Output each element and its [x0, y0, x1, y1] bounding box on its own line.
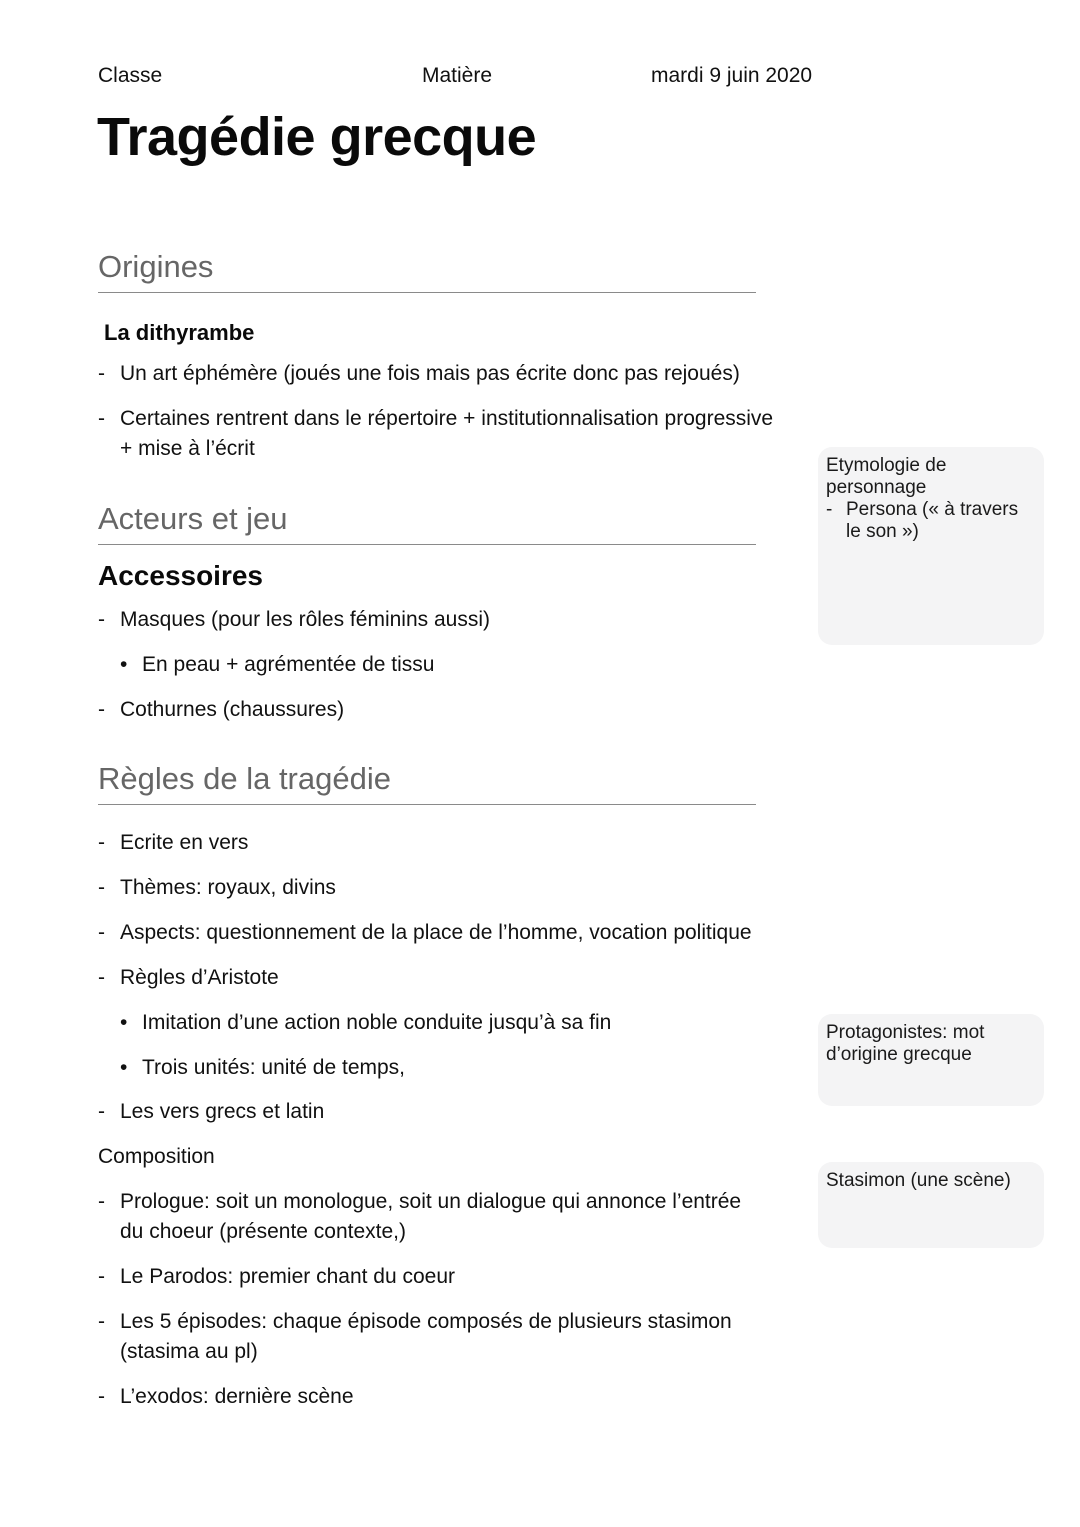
section-heading-origines: Origines: [98, 248, 756, 293]
dash-marker-icon: -: [98, 966, 105, 989]
list-item-text: Le Parodos: premier chant du coeur: [120, 1265, 456, 1288]
dash-marker-icon: -: [98, 1190, 105, 1213]
list-item-text: (stasima au pl): [120, 1340, 258, 1363]
dash-marker-icon: -: [98, 698, 105, 721]
list-item-text: Prologue: soit un monologue, soit un dialogue qui annonce l’entrée: [120, 1190, 742, 1213]
bullet-marker-icon: •: [120, 1011, 128, 1034]
dash-marker-icon: -: [98, 362, 105, 385]
bullet-marker-icon: •: [120, 653, 128, 676]
class-label: Classe: [98, 64, 163, 87]
list-item-text: Imitation d’une action noble conduite jusqu’à sa fin: [142, 1011, 612, 1034]
list-item-text: Un art éphémère (joués une fois mais pas écrite donc pas rejoués): [120, 362, 740, 385]
sub-list-item: [120, 1053, 802, 1083]
subject-label: Matière: [422, 64, 493, 87]
subheading-dithyrambe: La dithyrambe: [104, 320, 255, 345]
list-item-text: Les vers grecs et latin: [120, 1100, 325, 1123]
list-item-text: En peau + agrémentée de tissu: [142, 653, 435, 676]
list-item-continuation: [98, 1217, 810, 1247]
list-item: [98, 828, 810, 858]
list-item-continuation: [98, 1337, 810, 1367]
list-item-continuation: [98, 434, 810, 464]
list-item-text: Aspects: questionnement de la place de l’homme, vocation politique: [120, 921, 752, 944]
list-item-text: L’exodos: dernière scène: [120, 1385, 354, 1408]
list-item-text: + mise à l’écrit: [120, 437, 255, 460]
dash-marker-icon: -: [98, 1100, 105, 1123]
page-title: Tragédie grecque: [97, 107, 537, 167]
section-heading-regles: Règles de la tragédie: [98, 760, 756, 805]
dash-marker-icon: -: [98, 1310, 105, 1333]
note-item-text: le son »): [846, 521, 919, 542]
list-item: [98, 1262, 810, 1292]
dash-marker-icon: -: [98, 876, 105, 899]
note-item-text: Persona (« à travers: [846, 499, 1019, 520]
side-note-etymologie: [818, 447, 1044, 645]
note-text: Stasimon (une scène): [826, 1170, 1011, 1191]
dash-marker-icon: -: [98, 1385, 105, 1408]
list-item-text: Masques (pour les rôles féminins aussi): [120, 608, 490, 631]
note-text: Protagonistes: mot: [826, 1022, 985, 1043]
list-item: [98, 404, 810, 434]
list-item-text: Certaines rentrent dans le répertoire + institutionnalisation progressive: [120, 407, 774, 430]
side-note-protagonistes: [818, 1014, 1044, 1106]
date-label: mardi 9 juin 2020: [651, 64, 813, 87]
list-item-text: Règles d’Aristote: [120, 966, 279, 989]
list-item: [98, 359, 810, 389]
list-item: [98, 1097, 810, 1127]
list-item: [98, 1307, 810, 1337]
sub-list-item: [120, 650, 802, 680]
list-item-text: Thèmes: royaux, divins: [120, 876, 336, 899]
dash-marker-icon: -: [98, 608, 105, 631]
list-item: [98, 695, 810, 725]
dash-marker-icon: -: [98, 1265, 105, 1288]
note-title: personnage: [826, 477, 927, 498]
list-item-text: Les 5 épisodes: chaque épisode composés de plusieurs stasimon: [120, 1310, 732, 1333]
section-heading-acteurs: Acteurs et jeu: [98, 500, 756, 545]
dash-marker-icon: -: [98, 407, 105, 430]
note-list-item: [826, 499, 1036, 543]
list-item: [98, 873, 810, 903]
list-item-text: Ecrite en vers: [120, 831, 249, 854]
side-note-stasimon: [818, 1162, 1044, 1248]
composition-label: Composition: [98, 1145, 215, 1168]
list-item-text: Cothurnes (chaussures): [120, 698, 345, 721]
dash-marker-icon: -: [98, 921, 105, 944]
sub-list-item: [120, 1008, 802, 1038]
dash-marker-icon: -: [826, 499, 833, 520]
list-item: [98, 1187, 810, 1217]
list-item: [98, 1382, 810, 1412]
list-item-text: du choeur (présente contexte,): [120, 1220, 407, 1243]
subheading-accessoires: Accessoires: [98, 560, 264, 591]
list-item-text: Trois unités: unité de temps,: [142, 1056, 406, 1079]
dash-marker-icon: -: [98, 831, 105, 854]
bullet-marker-icon: •: [120, 1056, 128, 1079]
note-title: Etymologie de: [826, 455, 947, 476]
list-item: [98, 963, 810, 993]
list-item: [98, 605, 810, 635]
list-item: [98, 918, 810, 948]
note-text: d’origine grecque: [826, 1044, 972, 1065]
